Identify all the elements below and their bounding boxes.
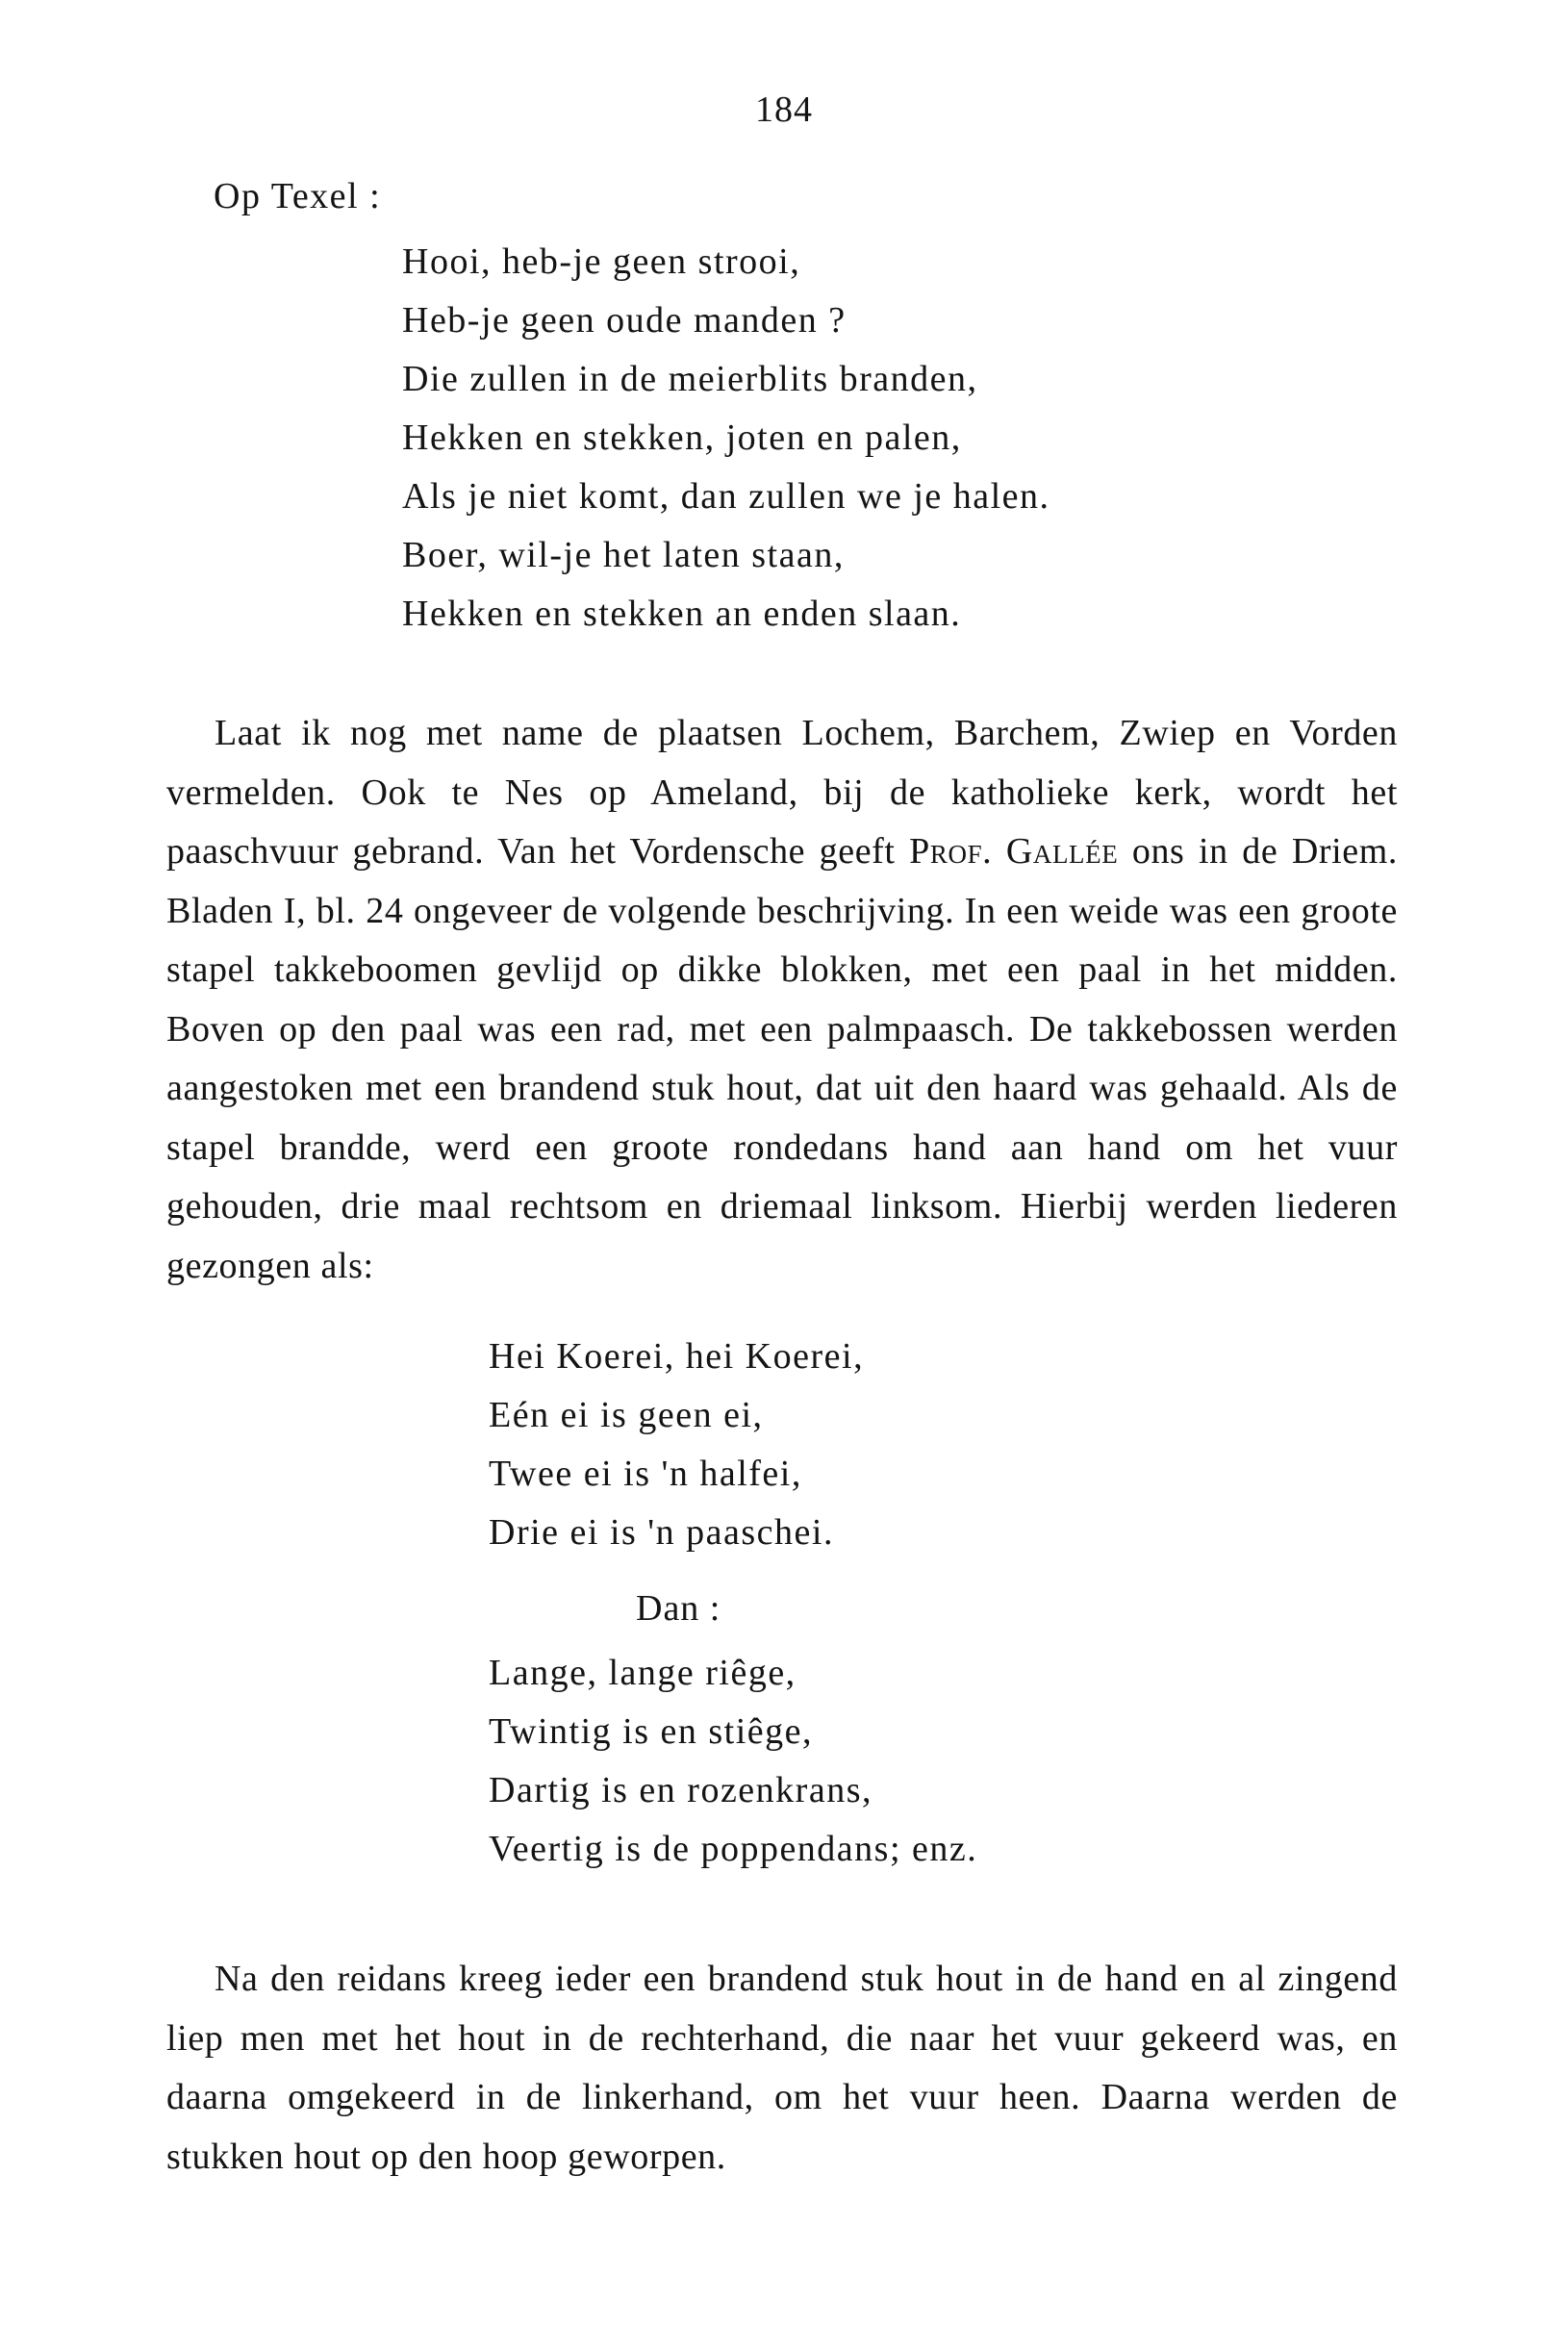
lange-verse xyxy=(489,1644,977,1879)
verse-line: Veertig is de poppendans; enz. xyxy=(489,1829,978,1869)
verse-line: Dartig is en rozenkrans, xyxy=(489,1770,873,1810)
verse-line: Eén ei is geen ei, xyxy=(489,1395,764,1435)
verse-line: Hekken en stekken, joten en palen, xyxy=(402,418,962,458)
paragraph-reidans: Na den reidans kreeg ieder een brandend stuk hout in de hand en al zingend liep men met het hout in de rechterhand, die naar het vuur gekeerd was, en daarna omgekeerd in de linkerhand, om het vuur heen. Daarna werden de stukken hout op den hoop geworpen. xyxy=(166,1959,1398,2177)
verse-line: Hekken en stekken an enden slaan. xyxy=(402,594,962,634)
paragraph-text: ons in de Driem. Bladen I, bl. 24 ongeveer de volgende beschrijving. In een weide was een groote stapel takkeboomen gevlijd op dikke blokken, met een paal in het midden. Boven op den paal was een rad, met een palmpaasch. De takkebossen werden aangestoken met een brandend stuk hout, dat uit den haard was gehaald. Als de stapel brandde, werd een groote rondedans hand aan hand om het vuur gehouden, drie maal rechtsom en driemaal linksom. Hierbij werden liederen gezongen als: xyxy=(166,831,1399,1286)
texel-verse xyxy=(402,233,1050,644)
dan-label: Dan : xyxy=(636,1588,721,1629)
page-number: 184 xyxy=(755,89,813,130)
verse-line: Twee ei is 'n halfei, xyxy=(489,1454,802,1494)
paragraph-text: Laat ik nog met name de plaatsen Lochem, Barchem, Zwiep en Vorden vermelden. Ook te Nes op Ameland, bij de katholieke kerk, wordt het paaschvuur gebrand. Van het Vordensche geeft xyxy=(166,713,1398,872)
verse-line: Heb-je geen oude manden ? xyxy=(402,300,847,341)
verse-line: Hei Koerei, hei Koerei, xyxy=(489,1336,865,1377)
paragraph-vorden xyxy=(166,704,1398,1296)
verse-line: Die zullen in de meierblits branden, xyxy=(402,359,978,399)
verse-line: Lange, lange riêge, xyxy=(489,1653,797,1693)
verse-line: Als je niet komt, dan zullen we je halen. xyxy=(402,476,1050,517)
verse-line: Drie ei is 'n paaschei. xyxy=(489,1512,834,1553)
verse-line: Twintig is en stiêge, xyxy=(489,1711,814,1752)
koerei-verse xyxy=(489,1328,864,1562)
verse-line: Boer, wil-je het laten staan, xyxy=(402,535,845,575)
author-name: Gallée xyxy=(1005,831,1119,872)
verse-line: Hooi, heb-je geen strooi, xyxy=(402,241,801,282)
author-title: Prof. xyxy=(909,831,993,872)
texel-label: Op Texel : xyxy=(214,176,382,216)
